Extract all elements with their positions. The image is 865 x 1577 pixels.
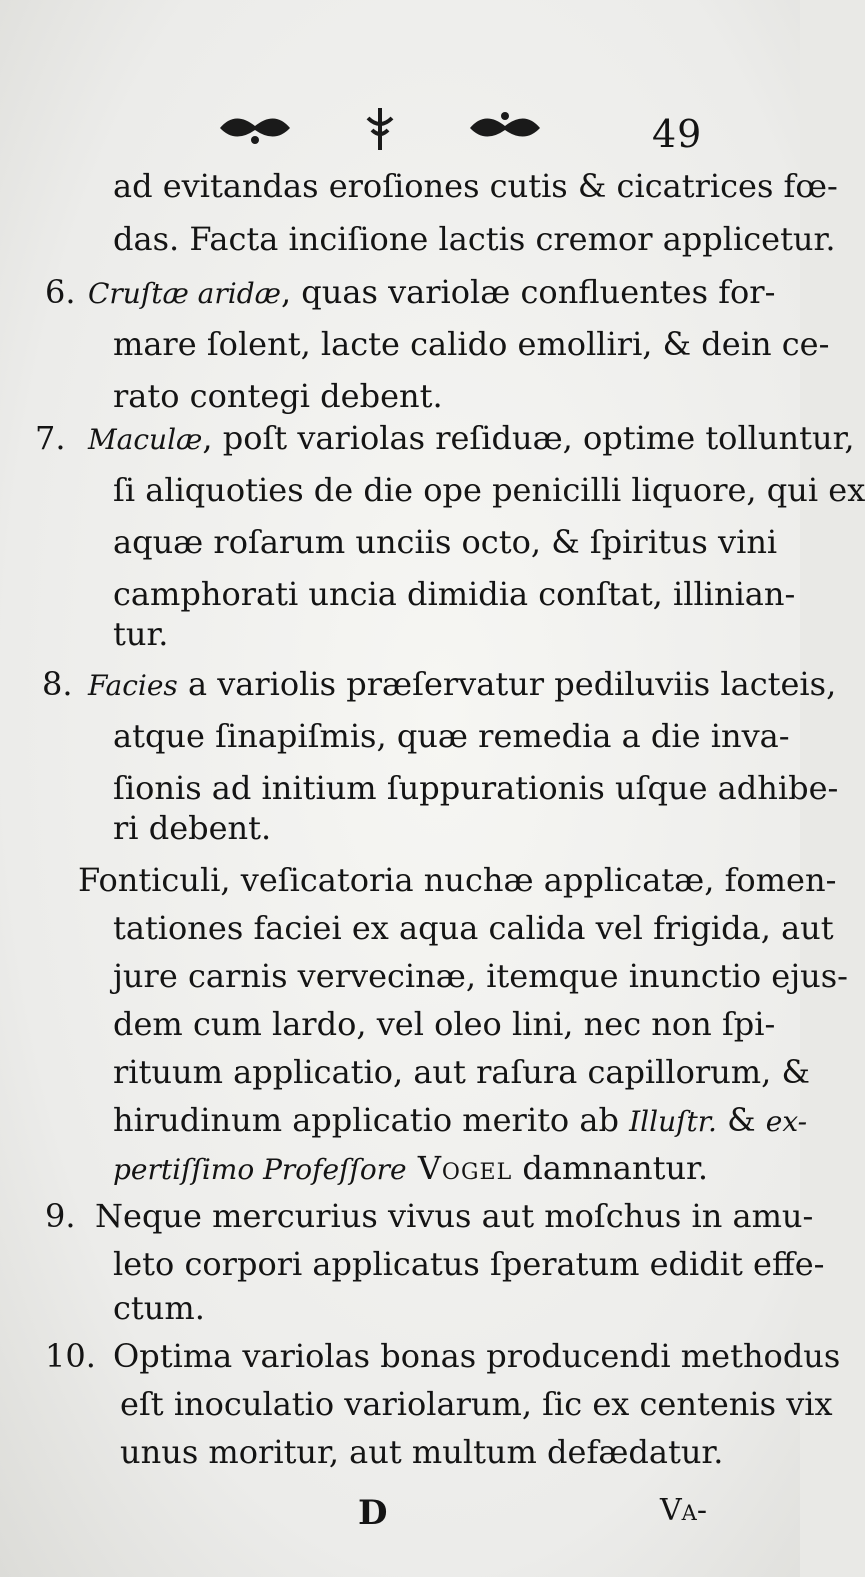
italic-term: Illuſtr. [629, 1105, 717, 1138]
header-ornaments [215, 100, 545, 156]
item-number-7: 7. [35, 419, 66, 457]
text-line: rituum applicatio, aut raſura capillorum, & [113, 1053, 810, 1091]
text-line: ad evitandas eroſiones cutis & cicatrices fœ- [113, 167, 838, 205]
text-line: aquæ roſarum unciis octo, & ſpiritus vini [113, 523, 778, 561]
text-line: ſionis ad initium ſuppurationis uſque adhibe- [113, 769, 839, 807]
item-number-6: 6. [45, 273, 76, 311]
text-span: & [716, 1101, 766, 1139]
text-line [88, 272, 775, 314]
italic-term: Facies [88, 669, 178, 702]
text-line: Neque mercurius vivus aut moſchus in amu- [95, 1197, 814, 1235]
text-line: mare ſolent, lacte calido emolliri, & dein ce- [113, 325, 830, 363]
floral-ornament-left-icon [215, 100, 295, 156]
text-span: , quas variolæ confluentes for- [280, 273, 776, 311]
page-number: 49 [652, 112, 703, 156]
text-line: Fonticuli, veſicatoria nuchæ applicatæ, fomen- [78, 861, 837, 899]
signature-mark: D [358, 1493, 388, 1533]
text-line: ſi aliquoties de die ope penicilli liquore, qui ex [113, 471, 865, 509]
italic-term: pertiſſimo Profeſſore [113, 1153, 407, 1186]
catchword: Va- [660, 1493, 707, 1528]
text-line: atque ſinapiſmis, quæ remedia a die inva- [113, 717, 790, 755]
text-line: ctum. [113, 1289, 205, 1327]
item-number-8: 8. [42, 665, 73, 703]
text-line: unus moritur, aut multum defædatur. [120, 1433, 724, 1471]
text-line: das. Facta inciſione lactis cremor applicetur. [113, 220, 836, 258]
text-line: eſt inoculatio variolarum, ſic ex centenis vix [120, 1385, 833, 1423]
item-number-9: 9. [45, 1197, 76, 1235]
text-line: dem cum lardo, vel oleo lini, nec non ſpi- [113, 1005, 776, 1043]
item-number-10: 10. [45, 1337, 96, 1375]
fleuron-center-icon [360, 100, 400, 156]
text-line [88, 418, 855, 460]
text-line: ri debent. [113, 809, 272, 847]
text-span: damnantur. [512, 1149, 708, 1187]
italic-term: Cruſtæ aridæ [88, 277, 281, 310]
italic-term: ex- [765, 1105, 808, 1138]
text-span: a variolis præſervatur pediluviis lacteis, [177, 665, 837, 703]
text-span: , poſt variolas reſiduæ, optime tolluntur, [202, 419, 855, 457]
text-line: jure carnis vervecinæ, itemque inunctio ejus- [113, 957, 848, 995]
text-line: rato contegi debent. [113, 377, 443, 415]
text-line: tur. [113, 615, 169, 653]
text-line: tationes faciei ex aqua calida vel frigida, aut [113, 909, 834, 947]
text-line [113, 1100, 807, 1142]
italic-term: Maculæ [88, 423, 203, 456]
text-span: hirudinum applicatio merito ab [113, 1101, 630, 1139]
text-line [113, 1148, 708, 1190]
author-name: Vogel [406, 1149, 513, 1187]
floral-ornament-right-icon [465, 100, 545, 156]
text-line [88, 664, 836, 706]
text-line: Optima variolas bonas producendi methodus [113, 1337, 841, 1375]
text-line: leto corpori applicatus ſperatum edidit effe- [113, 1245, 825, 1283]
text-line: camphorati uncia dimidia conſtat, illinian- [113, 575, 796, 613]
